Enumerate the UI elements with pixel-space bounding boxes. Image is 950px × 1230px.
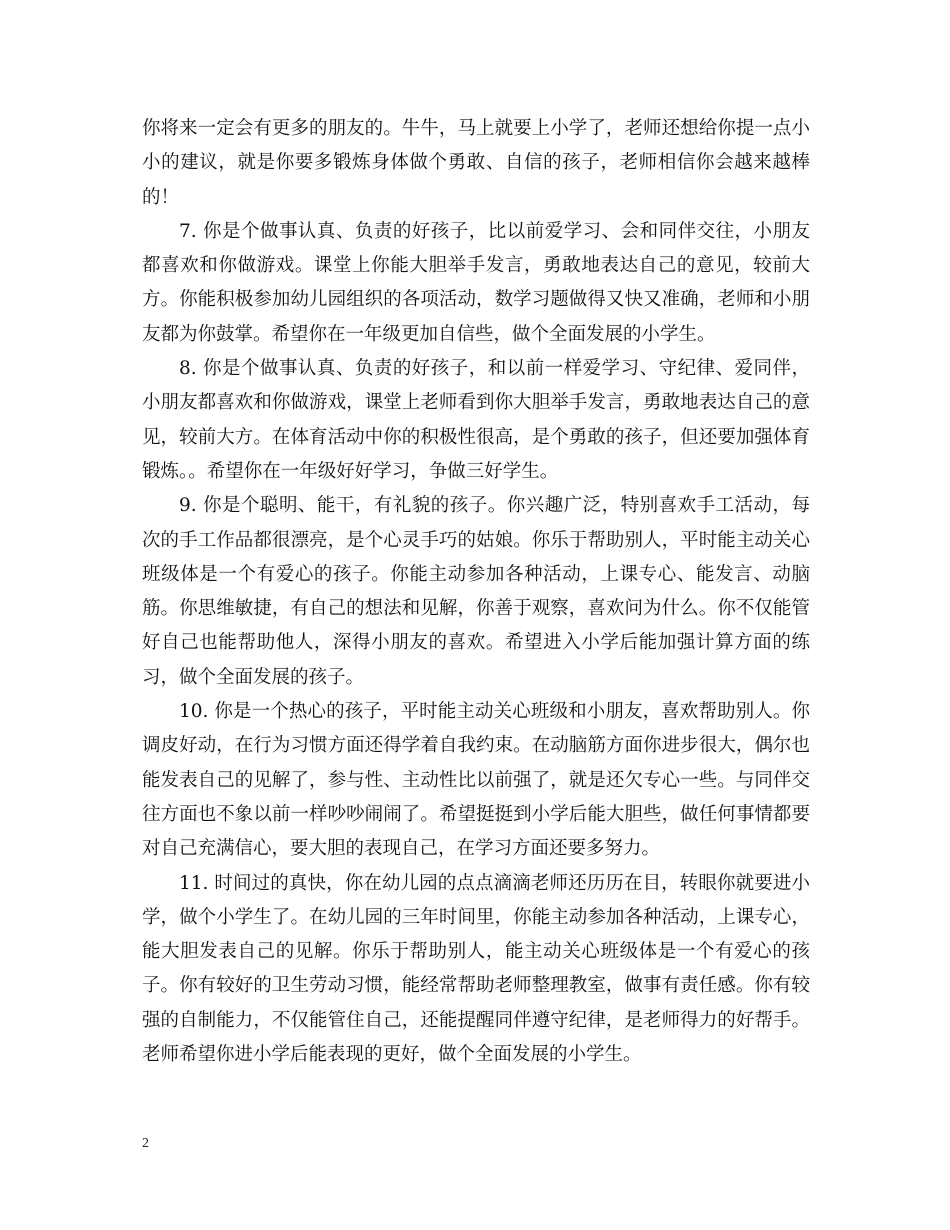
paragraph-continuation: 你将来一定会有更多的朋友的。牛牛，马上就要上小学了，老师还想给你提一点小小的建议，就是你要多锻炼身体做个勇敢、自信的孩子，老师相信你会越来越棒的！	[142, 118, 810, 208]
paragraph-item-10: 10. 你是一个热心的孩子，平时能主动关心班级和小朋友，喜欢帮助别人。你调皮好动，在行为习惯方面还得学着自我约束。在动脑筋方面你进步很大，偶尔也能发表自己的见解了，参与性、主动性比以前强了，就是还欠专心一些。与同伴交往方面也不象以前一样吵吵闹闹了。希望挺挺到小学后能大胆些，做任何事情都要对自己充满信心，要大胆的表现自己，在学习方面还要多努力。	[142, 701, 810, 860]
document-body	[142, 112, 810, 1072]
paragraph-item-11: 11. 时间过的真快，你在幼儿园的点点滴滴老师还历历在目，转眼你就要进小学，做个小学生了。在幼儿园的三年时间里，你能主动参加各种活动，上课专心，能大胆发表自己的见解。你乐于帮助别人，能主动关心班级体是一个有爱心的孩子。你有较好的卫生劳动习惯，能经常帮助老师整理教室，做事有责任感。你有较强的自制能力，不仅能管住自己，还能提醒同伴遵守纪律，是老师得力的好帮手。老师希望你进小学后能表现的更好，做个全面发展的小学生。	[142, 872, 810, 1066]
page-number: 2	[142, 1136, 149, 1151]
paragraph-item-7: 7. 你是个做事认真、负责的好孩子，比以前爱学习、会和同伴交往，小朋友都喜欢和你做游戏。课堂上你能大胆举手发言，勇敢地表达自己的意见，较前大方。你能积极参加幼儿园组织的各项活动，数学习题做得又快又准确，老师和小朋友都为你鼓掌。希望你在一年级更加自信些，做个全面发展的小学生。	[142, 220, 810, 345]
paragraph-item-9: 9. 你是个聪明、能干，有礼貌的孩子。你兴趣广泛，特别喜欢手工活动，每次的手工作品都很漂亮，是个心灵手巧的姑娘。你乐于帮助别人，平时能主动关心班级体是一个有爱心的孩子。你能主动参加各种活动，上课专心、能发言、动脑筋。你思维敏捷，有自己的想法和见解，你善于观察，喜欢问为什么。你不仅能管好自己也能帮助他人，深得小朋友的喜欢。希望进入小学后能加强计算方面的练习，做个全面发展的孩子。	[142, 495, 810, 688]
paragraph-item-8: 8. 你是个做事认真、负责的好孩子，和以前一样爱学习、守纪律、爱同伴，小朋友都喜欢和你做游戏，课堂上老师看到你大胆举手发言，勇敢地表达自己的意见，较前大方。在体育活动中你的积极性很高，是个勇敢的孩子，但还要加强体育锻炼。。希望你在一年级好好学习，争做三好学生。	[142, 358, 810, 482]
